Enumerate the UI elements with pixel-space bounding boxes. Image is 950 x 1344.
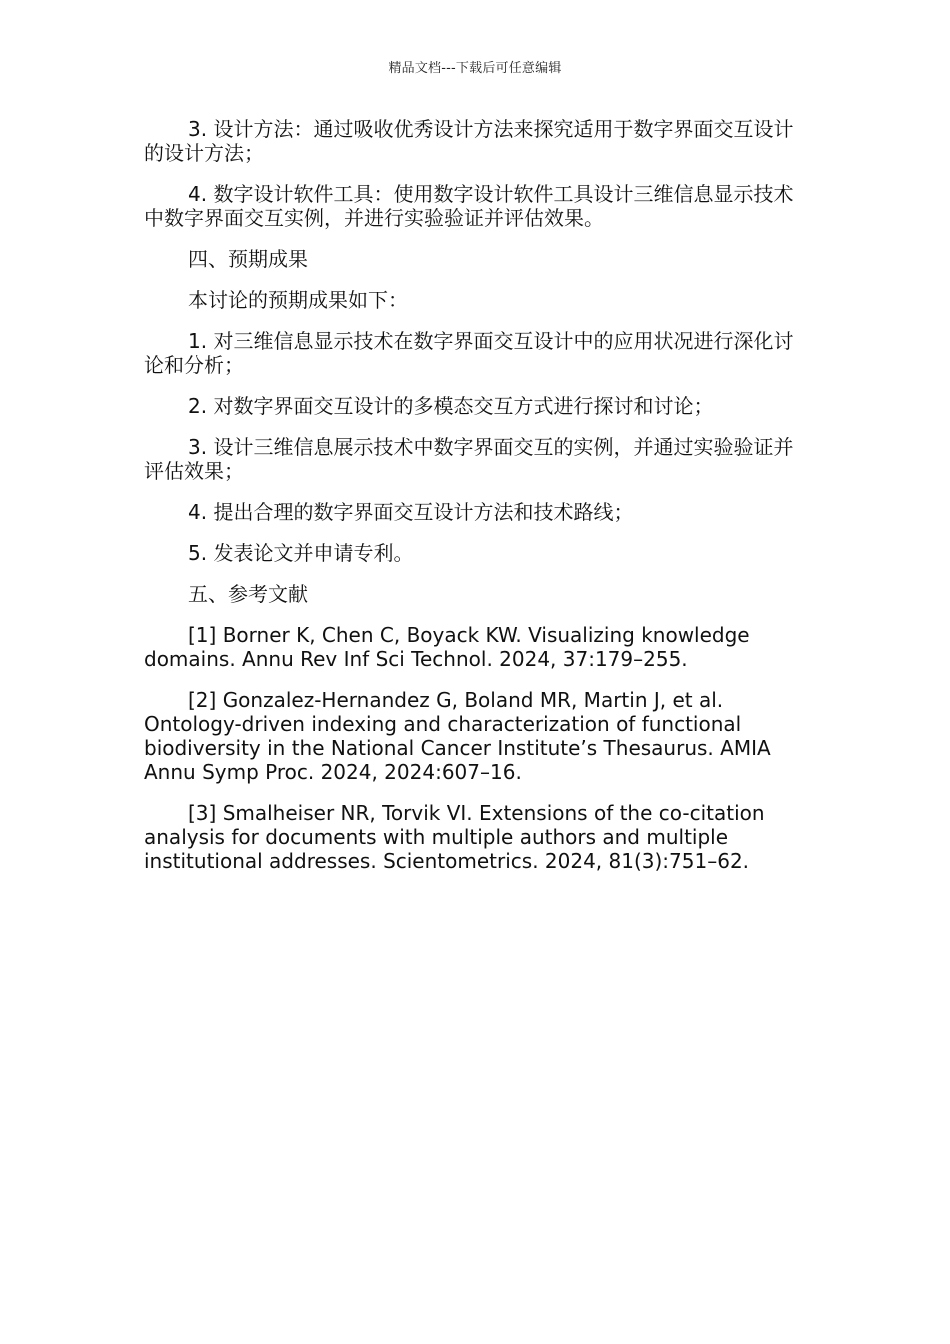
reference-1: [1] Borner K, Chen C, Boyack KW. Visualizing knowledge domains. Annu Rev Inf Sci Technol. 2024, 37:179–255. [144, 623, 750, 671]
method-item-3: 3. 设计方法：通过吸收优秀设计方法来探究适用于数字界面交互设计的设计方法； [144, 117, 794, 165]
document-body [144, 117, 800, 890]
section-heading-references: 五、参考文献 [188, 582, 308, 606]
page-header: 精品文档---下载后可任意编辑 [388, 61, 562, 76]
result-item-2: 2. 对数字界面交互设计的多模态交互方式进行探讨和讨论； [188, 394, 714, 418]
result-item-4: 4. 提出合理的数字界面交互设计方法和技术路线； [188, 500, 634, 524]
result-item-1: 1. 对三维信息显示技术在数字界面交互设计中的应用状况进行深化讨论和分析； [144, 329, 794, 377]
method-item-4: 4. 数字设计软件工具：使用数字设计软件工具设计三维信息显示技术中数字界面交互实例，并进行实验验证并评估效果。 [144, 182, 794, 230]
reference-2: [2] Gonzalez-Hernandez G, Boland MR, Martin J, et al. Ontology-driven indexing and characterization of functional biodiversity in the National Cancer Institute’s Thesaurus. AMIA Annu Symp Proc. 2024, 2024:607–16. [144, 688, 771, 784]
expected-results-intro: 本讨论的预期成果如下： [188, 288, 408, 312]
reference-3: [3] Smalheiser NR, Torvik VI. Extensions of the co-citation analysis for documents with multiple authors and multiple institutional addresses. Scientometrics. 2024, 81(3):751–62. [144, 801, 765, 873]
section-heading-expected-results: 四、预期成果 [188, 247, 308, 271]
result-item-5: 5. 发表论文并申请专利。 [188, 541, 414, 565]
result-item-3: 3. 设计三维信息展示技术中数字界面交互的实例，并通过实验验证并评估效果； [144, 435, 794, 483]
